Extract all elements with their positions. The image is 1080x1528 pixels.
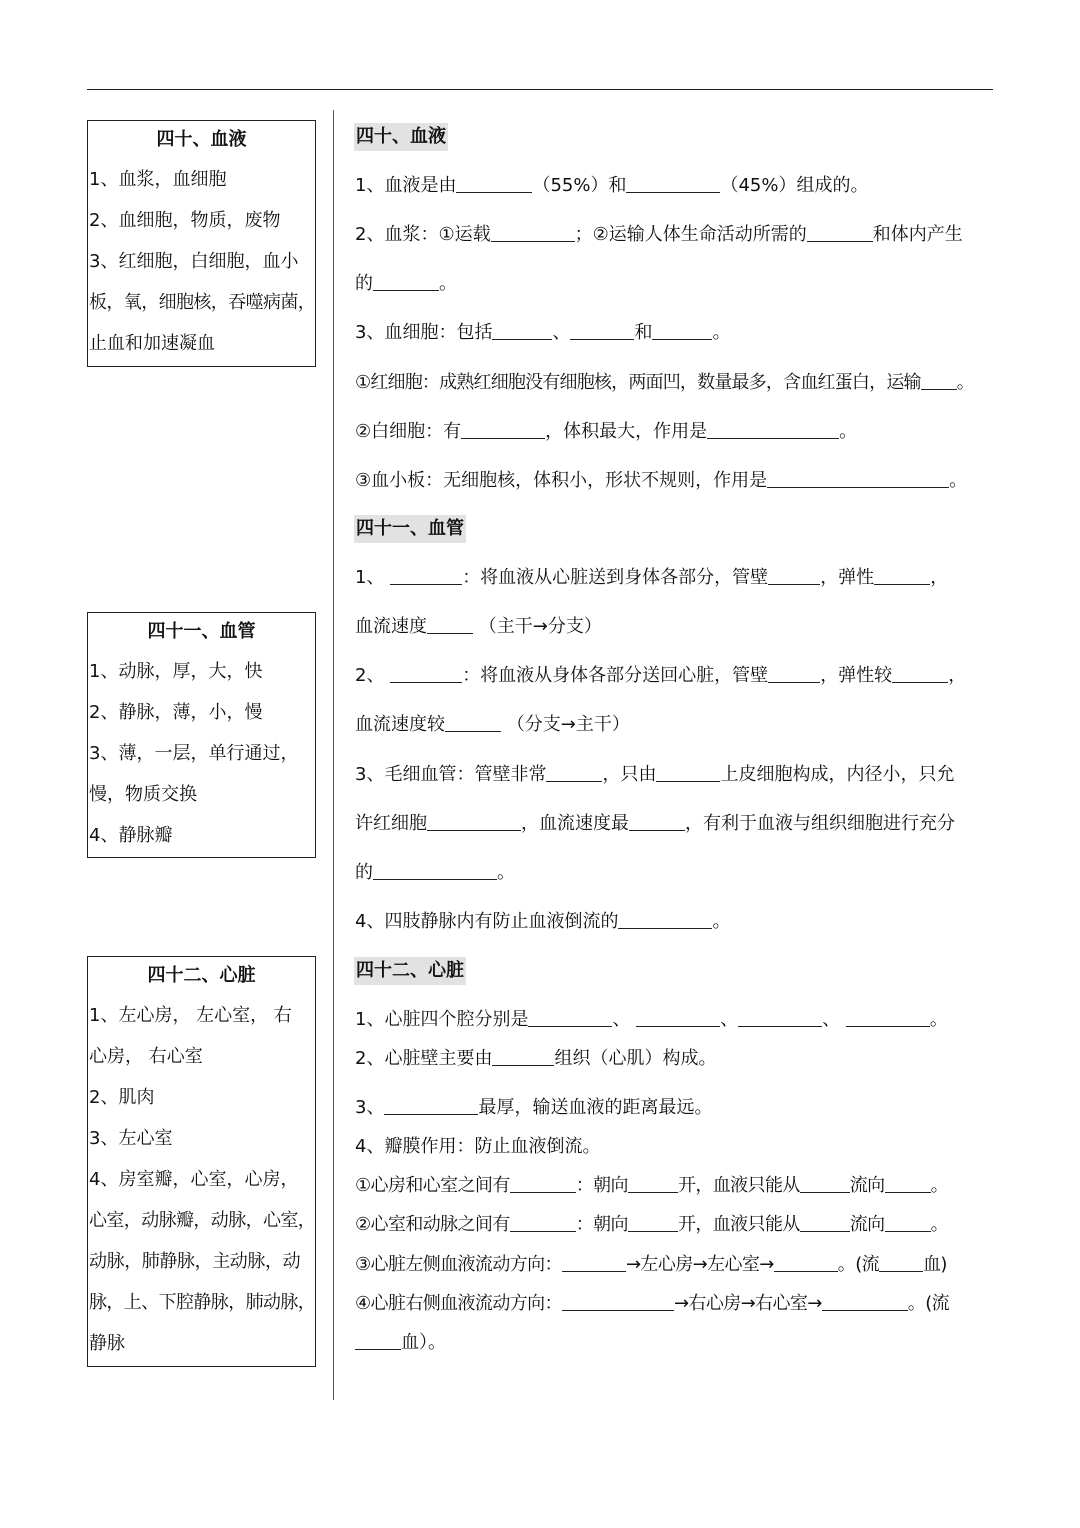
fill-blank[interactable] xyxy=(562,1253,626,1272)
question-line: 3、 最厚，输送血液的距离最远。 xyxy=(355,1097,713,1118)
answer-line: 4、房室瓣，心室，心房， xyxy=(89,1169,299,1190)
answer-line: 2、肌肉 xyxy=(89,1087,155,1108)
question-line: 3、毛细血管：管壁非常 ，只由 上皮细胞构成，内径小，只允 xyxy=(355,764,955,785)
fill-blank[interactable] xyxy=(768,566,820,585)
answer-line: 2、血细胞，物质，废物 xyxy=(89,210,281,231)
fill-blank[interactable] xyxy=(427,812,521,831)
question-line: 血）。 xyxy=(355,1329,446,1357)
answer-box-42 xyxy=(87,956,316,1367)
fill-blank[interactable] xyxy=(921,371,957,390)
answer-line: 4、静脉瓣 xyxy=(89,825,173,846)
fill-blank[interactable] xyxy=(879,1253,923,1272)
question-line: 4、四肢静脉内有防止血液倒流的 。 xyxy=(355,911,731,932)
fill-blank[interactable] xyxy=(767,469,949,488)
question-line: ②心室和动脉之间有 ：朝向 开，血液只能从 流向 。 xyxy=(355,1214,948,1235)
answer-line: 3、红细胞，白细胞，血小 xyxy=(89,251,299,272)
fill-blank[interactable] xyxy=(738,1008,822,1027)
question-line: 2、心脏壁主要由 组织（心肌）构成。 xyxy=(355,1048,717,1069)
fill-blank[interactable] xyxy=(384,1096,478,1115)
question-line: 许红细胞 ，血流速度最 ，有利于血液与组织细胞进行充分 xyxy=(355,813,955,834)
question-line: 4、瓣膜作用：防止血液倒流。 xyxy=(355,1136,601,1157)
answer-box-title: 四十、血液 xyxy=(156,129,247,150)
fill-blank[interactable] xyxy=(892,664,948,683)
question-line: 1、 ：将血液从心脏送到身体各部分，管壁 ，弹性 ， xyxy=(355,567,949,588)
question-line: ①红细胞：成熟红细胞没有细胞核，两面凹，数量最多，含血红蛋白，运输 。 xyxy=(355,372,974,393)
answer-line: 心房， 右心室 xyxy=(89,1046,203,1067)
answer-box-41 xyxy=(87,612,316,858)
answer-box-title: 四十二、心脏 xyxy=(147,965,256,986)
answer-line: 板，氧，细胞核，吞噬病菌， xyxy=(89,292,316,313)
answer-line: 脉，上、下腔静脉，肺动脉， xyxy=(89,1292,316,1313)
fill-blank[interactable] xyxy=(656,763,720,782)
answer-box-40 xyxy=(87,120,316,367)
fill-blank[interactable] xyxy=(626,174,720,193)
column-divider xyxy=(333,110,334,1400)
question-line: 的 。 xyxy=(355,273,457,294)
fill-blank[interactable] xyxy=(628,1213,678,1232)
fill-blank[interactable] xyxy=(491,223,575,242)
answer-line: 1、左心房， 左心室， 右 xyxy=(89,1005,292,1026)
fill-blank[interactable] xyxy=(846,1008,930,1027)
fill-blank[interactable] xyxy=(510,1174,576,1193)
fill-blank[interactable] xyxy=(461,420,545,439)
section-heading-40: 四十、血液 xyxy=(354,123,448,151)
fill-blank[interactable] xyxy=(528,1008,612,1027)
fill-blank[interactable] xyxy=(492,1047,554,1066)
question-line: ②白细胞：有 ，体积最大，作用是 。 xyxy=(355,421,858,442)
answer-line: 3、薄，一层，单行通过， xyxy=(89,743,299,764)
fill-blank[interactable] xyxy=(628,1174,678,1193)
fill-blank[interactable] xyxy=(570,321,634,340)
fill-blank[interactable] xyxy=(707,420,839,439)
fill-blank[interactable] xyxy=(774,1253,838,1272)
section-heading-41: 四十一、血管 xyxy=(354,515,466,543)
fill-blank[interactable] xyxy=(885,1174,931,1193)
fill-blank[interactable] xyxy=(492,321,552,340)
answer-line: 1、血浆，血细胞 xyxy=(89,169,227,190)
answer-box-title: 四十一、血管 xyxy=(147,621,256,642)
fill-blank[interactable] xyxy=(618,910,712,929)
fill-blank[interactable] xyxy=(427,615,473,634)
question-line: 的 。 xyxy=(355,862,515,883)
question-line: 血流速度较 （分支→主干） xyxy=(355,714,630,735)
fill-blank[interactable] xyxy=(390,566,462,585)
fill-blank[interactable] xyxy=(390,664,462,683)
fill-blank[interactable] xyxy=(652,321,712,340)
answer-line: 心室，动脉瓣，动脉，心室， xyxy=(89,1210,316,1231)
fill-blank[interactable] xyxy=(373,861,497,880)
answer-line: 静脉 xyxy=(89,1333,125,1354)
fill-blank[interactable] xyxy=(636,1008,720,1027)
fill-blank[interactable] xyxy=(800,1174,850,1193)
fill-blank[interactable] xyxy=(822,1292,908,1311)
fill-blank[interactable] xyxy=(885,1213,931,1232)
answer-line: 1、动脉，厚，大，快 xyxy=(89,661,263,682)
fill-blank[interactable] xyxy=(874,566,930,585)
answer-line: 慢，物质交换 xyxy=(89,784,197,805)
fill-blank[interactable] xyxy=(456,174,532,193)
question-line: 2、 ：将血液从身体各部分送回心脏，管壁 ，弹性较 ， xyxy=(355,665,967,686)
top-rule xyxy=(87,89,993,90)
answer-line: 止血和加速凝血 xyxy=(89,333,215,354)
question-line: ④心脏右侧血液流动方向： →右心房→右心室→ 。(流 xyxy=(355,1293,950,1314)
fill-blank[interactable] xyxy=(800,1213,850,1232)
fill-blank[interactable] xyxy=(510,1213,576,1232)
answer-line: 2、静脉，薄，小，慢 xyxy=(89,702,263,723)
question-line: ③心脏左侧血液流动方向： →左心房→左心室→ 。(流 血) xyxy=(355,1254,947,1275)
question-line: 1、心脏四个腔分别是 、 、 、 。 xyxy=(355,1009,948,1030)
fill-blank[interactable] xyxy=(546,763,602,782)
question-line: 3、血细胞：包括 、 和 。 xyxy=(355,322,731,343)
question-line: ①心房和心室之间有 ：朝向 开，血液只能从 流向 。 xyxy=(355,1175,948,1196)
question-line: 血流速度 （主干→分支） xyxy=(355,616,602,637)
fill-blank[interactable] xyxy=(807,223,873,242)
answer-line: 3、左心室 xyxy=(89,1128,173,1149)
section-heading-42: 四十二、心脏 xyxy=(354,957,466,985)
fill-blank[interactable] xyxy=(355,1331,401,1350)
fill-blank[interactable] xyxy=(445,713,501,732)
fill-blank[interactable] xyxy=(373,272,439,291)
answer-line: 动脉，肺静脉，主动脉，动 xyxy=(89,1251,301,1272)
fill-blank[interactable] xyxy=(768,664,820,683)
question-line: 2、血浆：①运载 ；②运输人体生命活动所需的 和体内产生 xyxy=(355,224,963,245)
fill-blank[interactable] xyxy=(562,1292,674,1311)
question-line: 1、血液是由 （55%）和 （45%）组成的。 xyxy=(355,175,869,196)
question-line: ③血小板：无细胞核，体积小，形状不规则，作用是 。 xyxy=(355,470,968,491)
fill-blank[interactable] xyxy=(629,812,685,831)
